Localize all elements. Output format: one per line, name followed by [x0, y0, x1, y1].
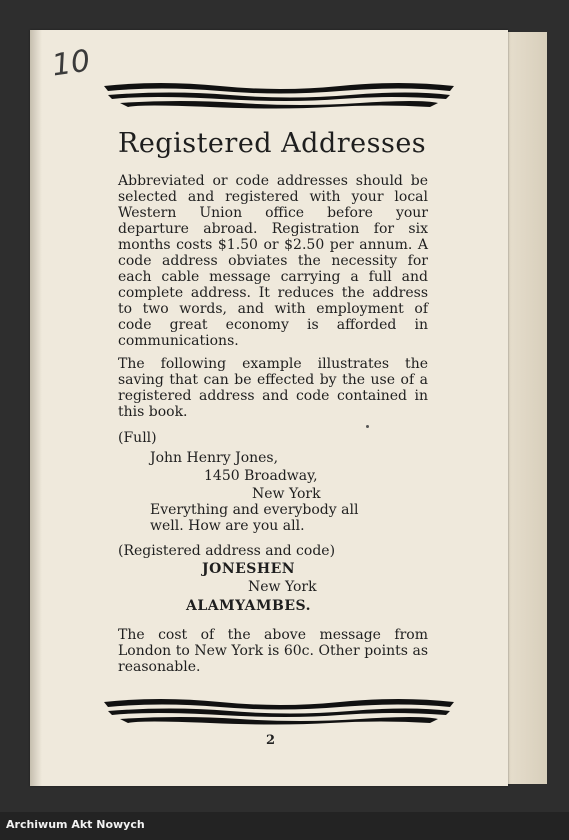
- registered-label: (Registered address and code): [118, 543, 336, 559]
- registered-code: ALAMYAMBES.: [186, 598, 312, 614]
- full-city: New York: [252, 486, 321, 502]
- full-message-line-2: well. How are you all.: [150, 518, 305, 534]
- ornament-top-icon: [100, 80, 458, 110]
- page-title: Registered Addresses: [118, 128, 427, 159]
- page-number: 2: [266, 733, 276, 748]
- full-message-line-1: Everything and everybody all: [150, 502, 359, 518]
- handwritten-page-number: 10: [49, 43, 93, 84]
- registered-city: New York: [248, 579, 317, 595]
- ink-speck: [366, 425, 369, 428]
- full-name: John Henry Jones,: [150, 450, 279, 466]
- cost-paragraph: The cost of the above message from London to New York is 60c. Other points as reasonable.: [118, 627, 428, 675]
- full-street: 1450 Broadway,: [204, 468, 318, 484]
- example-paragraph: The following example illustrates the saving that can be effected by the use of a registered address and code contained in this book.: [118, 356, 428, 420]
- full-label: (Full): [118, 430, 157, 446]
- binding-shadow: [30, 30, 42, 786]
- registered-name: JONESHEN: [202, 561, 296, 577]
- archive-footer-label: Archiwum Akt Nowych: [6, 818, 145, 831]
- intro-paragraph: Abbreviated or code addresses should be selected and registered with your local Western Union office before your departure abroad. Registration for six months costs $1.50 or $2.50 per annum. A code address obviates the necessity for each cable message carrying a full and complete address. It reduces the address to two words, and with employment of code great economy is afforded in communications.: [118, 173, 428, 349]
- ornament-bottom-icon: [100, 696, 458, 726]
